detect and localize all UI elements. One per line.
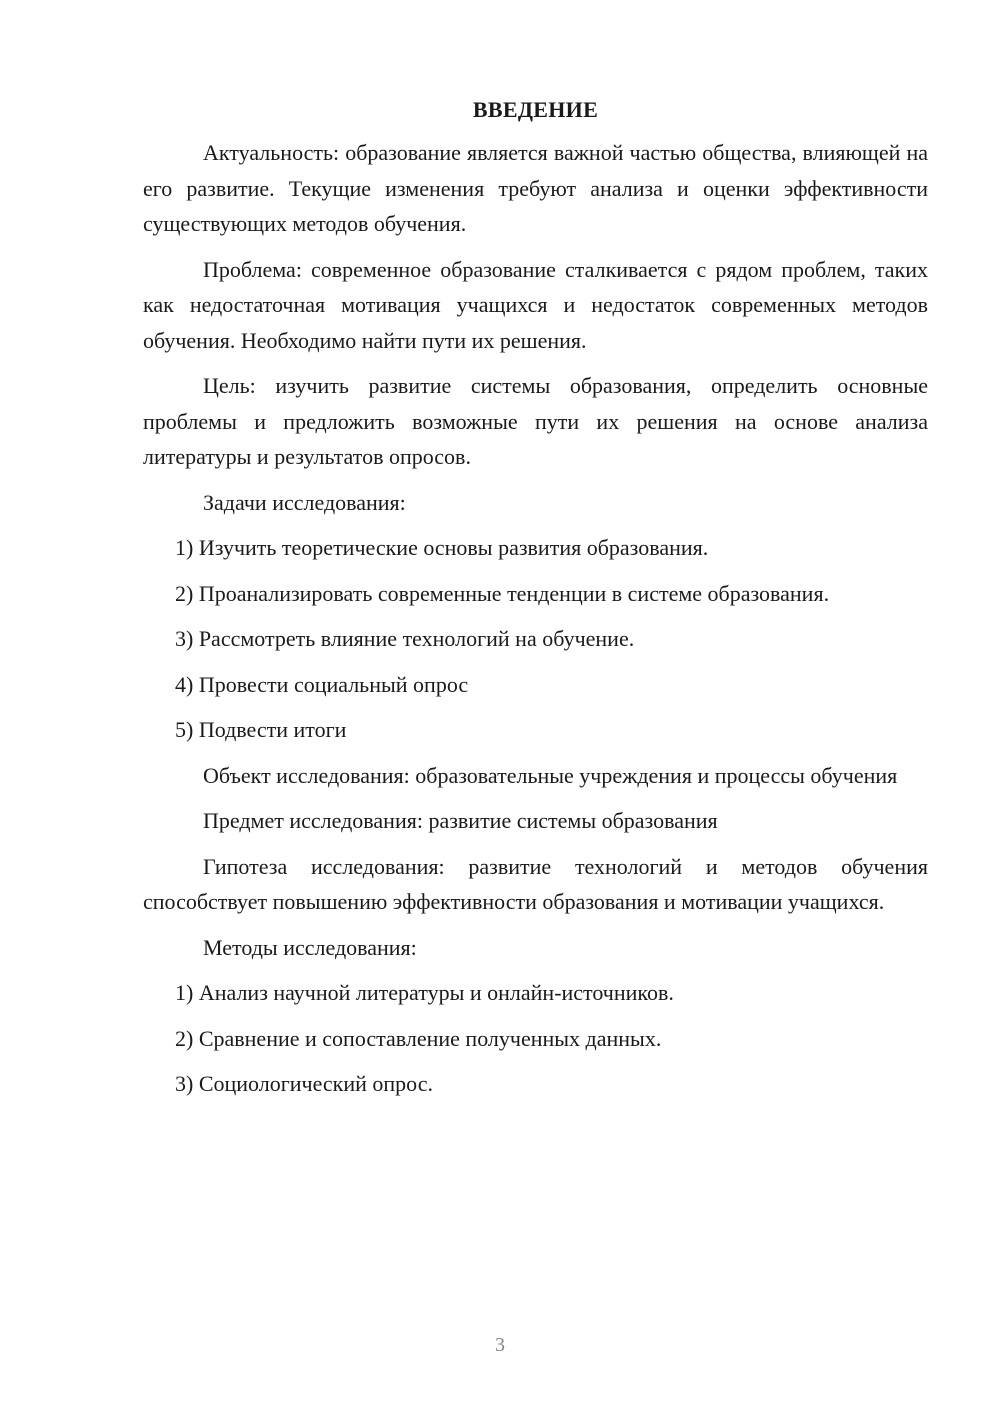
object-paragraph: Объект исследования: образовательные учреждения и процессы обучения [203,762,898,788]
methods-list [143,975,928,1102]
goal-paragraph: Цель: изучить развитие системы образования, определить основные проблемы и предложить возможные пути их решения на основе анализа литературы и результатов опросов. [143,373,928,469]
relevance-paragraph: Актуальность: образование является важной частью общества, влияющей на его развитие. Текущие изменения требуют анализа и оценки эффективности существующих методов обучения. [143,140,928,236]
tasks-list [143,530,928,748]
hypothesis-paragraph: Гипотеза исследования: развитие технологий и методов обучения способствует повышению эффективности образования и мотивации учащихся. [143,853,928,914]
method-item: 3) Социологический опрос. [175,1071,433,1096]
tasks-heading: Задачи исследования: [203,489,406,515]
task-item: 3) Рассмотреть влияние технологий на обучение. [175,626,635,651]
task-item: 4) Провести социальный опрос [175,671,469,697]
page-number: 3 [495,1334,505,1356]
problem-paragraph: Проблема: современное образование сталкивается с рядом проблем, таких как недостаточная мотивация учащихся и недостаток современных методов обучения. Необходимо найти пути их решения. [143,256,928,353]
task-item: 2) Проанализировать современные тенденции в системе образования. [175,580,830,606]
task-item: 5) Подвести итоги [175,717,347,742]
subject-paragraph: Предмет исследования: развитие системы образования [203,808,718,833]
method-item: 2) Сравнение и сопоставление полученных данных. [175,1025,662,1051]
document-page [143,95,928,1112]
section-title: ВВЕДЕНИЕ [472,97,599,122]
task-item: 1) Изучить теоретические основы развития образования. [175,535,709,560]
methods-heading: Методы исследования: [203,934,417,960]
method-item: 1) Анализ научной литературы и онлайн-источников. [175,980,674,1005]
